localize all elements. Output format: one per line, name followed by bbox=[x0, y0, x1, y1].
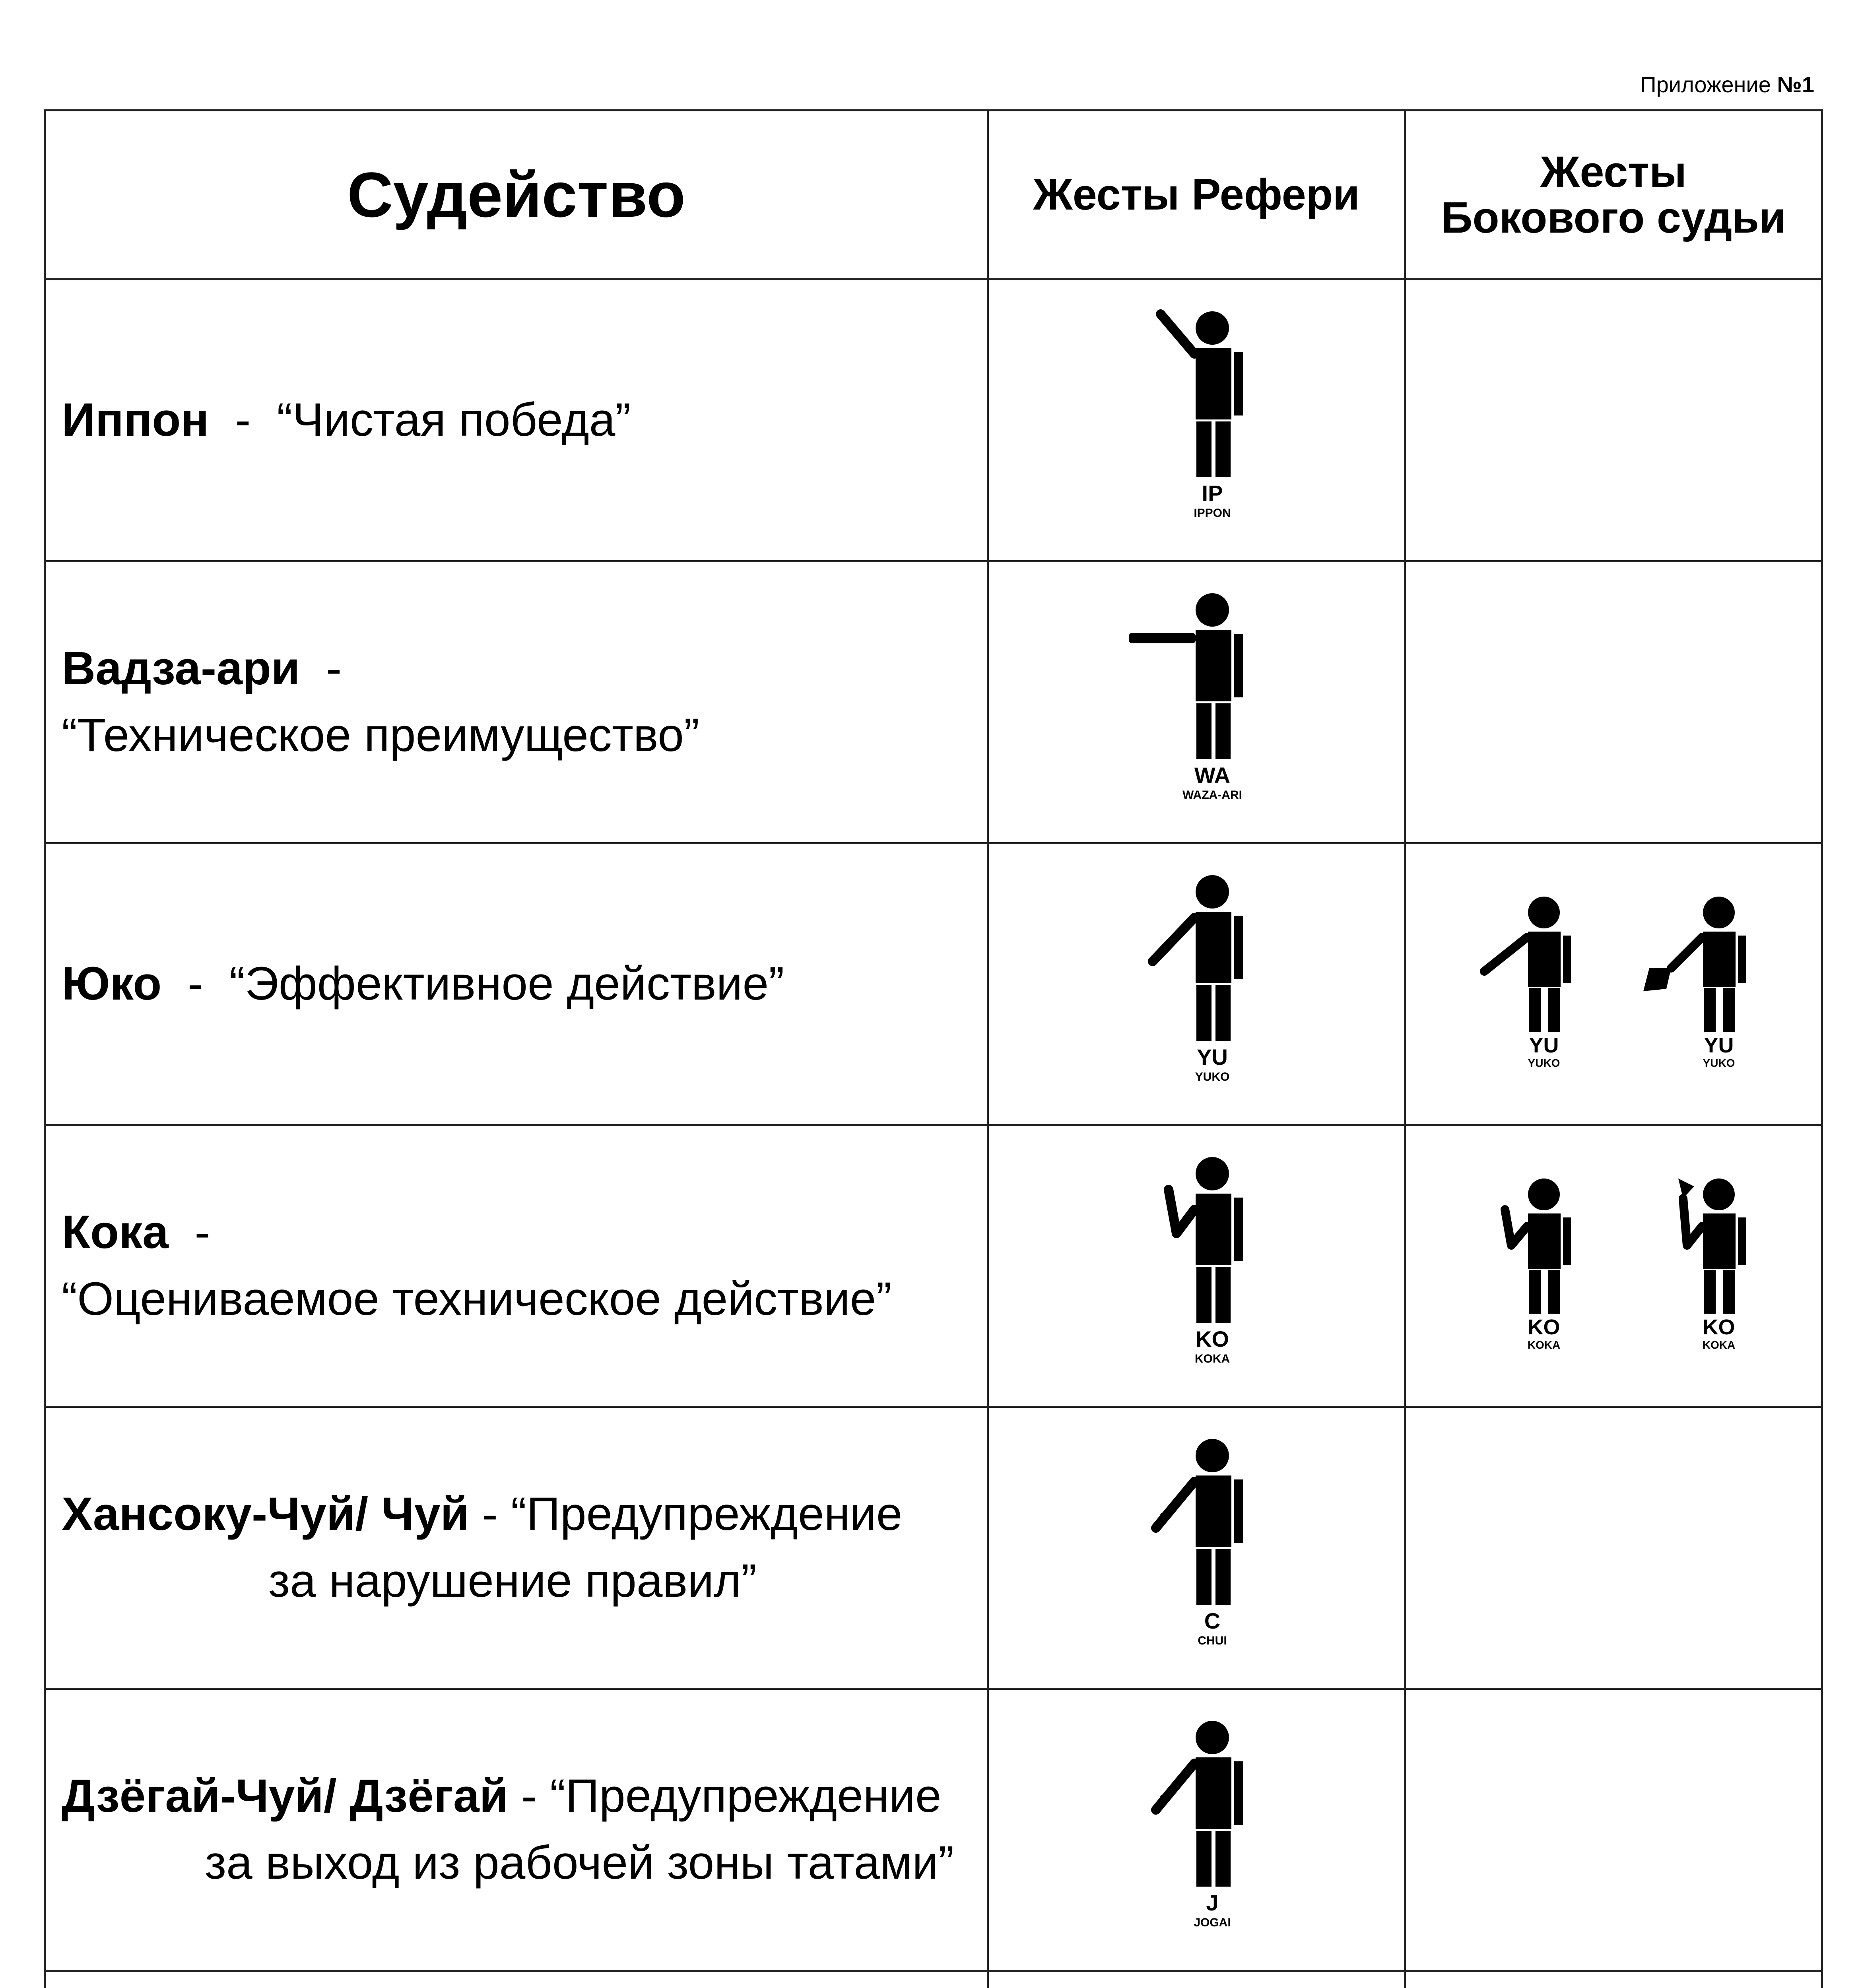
table-row bbox=[45, 561, 1822, 843]
svg-text:KOKA: KOKA bbox=[1194, 1352, 1230, 1365]
judging-table bbox=[44, 109, 1823, 1988]
side-judge-flag-up-icon bbox=[1627, 1171, 1771, 1361]
table-row bbox=[45, 1407, 1822, 1689]
svg-text:WAZA-ARI: WAZA-ARI bbox=[1182, 788, 1242, 802]
term-meaning-line2: за нарушение правил” bbox=[268, 1555, 757, 1607]
side-judge-cell bbox=[1405, 1971, 1822, 1988]
referee-gesture-cell bbox=[988, 843, 1405, 1125]
annex-label: Приложение №1 bbox=[1640, 72, 1814, 97]
side-judge-cell bbox=[1405, 1125, 1822, 1407]
term-cell: Кока - “Оцениваемое техническое действие” bbox=[45, 1125, 988, 1407]
term-meaning: “Предупреждение bbox=[511, 1488, 903, 1541]
svg-text:YUKO: YUKO bbox=[1703, 1057, 1735, 1069]
referee-arm-up-icon bbox=[1113, 308, 1280, 531]
svg-text:C: C bbox=[1204, 1608, 1221, 1633]
svg-text:KO: KO bbox=[1196, 1326, 1229, 1351]
table-row bbox=[45, 1971, 1822, 1988]
term-cell: Юко - “Эффективное действие” bbox=[45, 843, 988, 1125]
side-judge-cell bbox=[1405, 561, 1822, 843]
svg-text:KOKA: KOKA bbox=[1527, 1339, 1561, 1351]
term-meaning: “Эффективное действие” bbox=[229, 957, 784, 1010]
side-judge-arm-diagonal-icon bbox=[1456, 889, 1600, 1079]
term-cell bbox=[45, 1971, 988, 1988]
term-name: Кока bbox=[62, 1206, 169, 1259]
header-side-judge: Жесты Бокового судьи bbox=[1405, 111, 1822, 280]
referee-arm-diagonal-down-icon bbox=[1113, 872, 1280, 1095]
side-judge-cell bbox=[1405, 843, 1822, 1125]
svg-text:WA: WA bbox=[1194, 762, 1231, 788]
svg-text:KOKA: KOKA bbox=[1702, 1339, 1736, 1351]
term-meaning: “Предупреждение bbox=[550, 1770, 942, 1823]
referee-gesture-cell bbox=[988, 1407, 1405, 1689]
svg-text:CHUI: CHUI bbox=[1198, 1634, 1227, 1647]
svg-text:YUKO: YUKO bbox=[1528, 1057, 1560, 1069]
svg-text:YU: YU bbox=[1197, 1044, 1228, 1070]
term-name: Юко bbox=[62, 957, 162, 1010]
term-cell: Иппон - “Чистая победа” bbox=[45, 280, 988, 561]
side-judge-cell bbox=[1405, 280, 1822, 561]
side-judge-cell bbox=[1405, 1407, 1822, 1689]
svg-text:YU: YU bbox=[1704, 1033, 1734, 1057]
svg-text:KO: KO bbox=[1528, 1315, 1560, 1339]
referee-point-diagonal-icon bbox=[1113, 1436, 1280, 1658]
referee-gesture-cell bbox=[988, 1689, 1405, 1971]
header-judging: Судейство bbox=[45, 111, 988, 280]
svg-text:YU: YU bbox=[1529, 1033, 1559, 1057]
term-meaning: “Оцениваемое техническое действие” bbox=[62, 1273, 892, 1325]
referee-gesture-cell bbox=[988, 1125, 1405, 1407]
referee-gesture-cell bbox=[988, 1971, 1405, 1988]
table-row bbox=[45, 1689, 1822, 1971]
svg-text:JOGAI: JOGAI bbox=[1194, 1916, 1231, 1929]
table-row bbox=[45, 280, 1822, 561]
header-row bbox=[45, 111, 1822, 280]
term-cell: Вадза-ари - “Техническое преимущество” bbox=[45, 561, 988, 843]
table-row bbox=[45, 843, 1822, 1125]
header-referee: Жесты Рефери bbox=[988, 111, 1405, 280]
referee-gesture-cell bbox=[988, 561, 1405, 843]
term-name: Иппон bbox=[62, 394, 209, 447]
term-cell: Дзёгай-Чуй/ Дзёгай - “Предупреждение за выход из рабочей зоны татами” bbox=[45, 1689, 988, 1971]
referee-gesture-cell bbox=[988, 280, 1405, 561]
term-meaning: “Техническое преимущество” bbox=[62, 709, 700, 761]
term-meaning-line2: за выход из рабочей зоны татами” bbox=[205, 1837, 954, 1889]
table-row bbox=[45, 1125, 1822, 1407]
svg-text:IP: IP bbox=[1202, 480, 1223, 506]
svg-text:KO: KO bbox=[1703, 1315, 1735, 1339]
term-cell: Хансоку-Чуй/ Чуй - “Предупреждение за нарушение правил” bbox=[45, 1407, 988, 1689]
svg-text:J: J bbox=[1206, 1890, 1219, 1915]
referee-arm-bent-up-icon bbox=[1113, 1154, 1280, 1376]
referee-arm-side-icon bbox=[1113, 590, 1280, 813]
svg-text:IPPON: IPPON bbox=[1194, 506, 1231, 520]
referee-point-diagonal-icon bbox=[1113, 1718, 1280, 1940]
term-name: Дзёгай-Чуй/ Дзёгай bbox=[62, 1770, 509, 1823]
term-name: Вадза-ари bbox=[62, 642, 300, 695]
side-judge-cell bbox=[1405, 1689, 1822, 1971]
side-judge-flag-diagonal-icon bbox=[1627, 889, 1771, 1079]
term-name: Хансоку-Чуй/ Чуй bbox=[62, 1488, 470, 1541]
term-meaning: “Чистая победа” bbox=[277, 394, 631, 447]
side-judge-arm-bent-up-icon bbox=[1456, 1171, 1600, 1361]
svg-text:YUKO: YUKO bbox=[1195, 1070, 1230, 1083]
